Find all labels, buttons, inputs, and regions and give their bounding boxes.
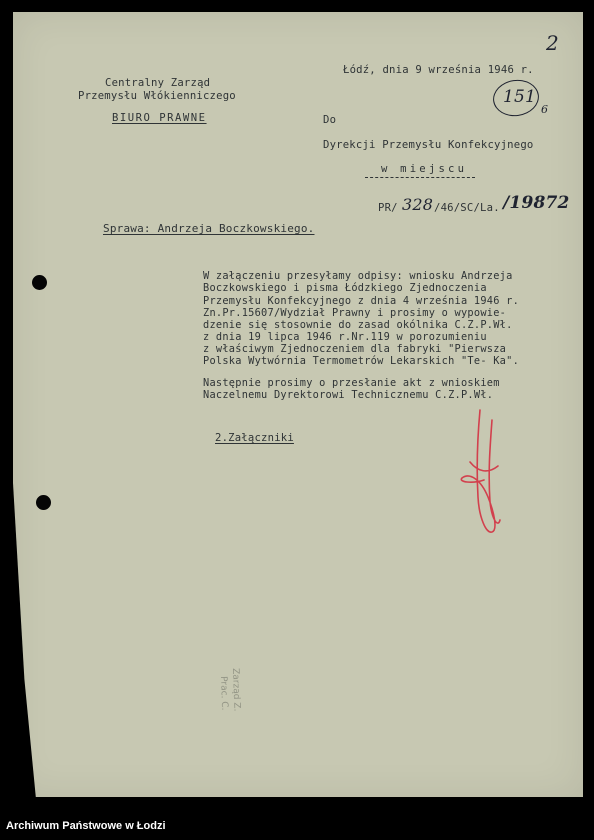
reference-suffix-handwritten: /19872 [503,193,570,213]
punch-hole-bottom [36,495,51,510]
body-line: Następnie prosimy o przesłanie akt z wnioskiem [203,377,500,389]
body-line: Naczelnemu Dyrektorowi Technicznemu C.Z.P.Wł. [203,389,494,401]
recipient-underline [365,177,475,178]
recipient-place: w miejscu [381,163,468,175]
attachments: 2.Załączniki [215,432,294,444]
body-line: W załączeniu przesyłamy odpisy: wniosku Andrzeja [203,270,513,282]
signature [448,402,518,542]
body-line: Polska Wytwórnia Termometrów Lekarskich "Te- Ka". [203,355,520,367]
faint-stamp-line-2: Prac. C. [218,676,230,711]
reference-number-handwritten: 328 [402,195,434,214]
circled-number-suffix: 6 [541,103,549,116]
faint-stamp-line-1: Zarząd Z. [230,668,242,712]
body-line: Zn.Pr.15607/Wydział Prawny i prosimy o wypowie- [203,307,507,319]
body-line: Boczkowskiego i pisma Łódzkiego Zjednoczenia [203,282,487,294]
department: BIURO PRAWNE [112,112,207,124]
subject: Sprawa: Andrzeja Boczkowskiego. [103,222,315,235]
punch-hole-top [32,275,47,290]
recipient: Dyrekcji Przemysłu Konfekcyjnego [323,139,534,151]
to-label: Do [323,114,337,126]
archive-footer [0,810,594,840]
sender-line-1: Centralny Zarząd [105,77,211,89]
page-number-handwritten: 2 [546,31,559,55]
reference-middle: /46/SC/La. [434,202,500,214]
archive-name: Archiwum Państwowe w Łodzi [6,820,166,832]
body-line: Przemysłu Konfekcyjnego z dnia 4 września 1946 r. [203,295,520,307]
place-date: Łódź, dnia 9 września 1946 r. [343,64,534,76]
body-line: z właściwym Zjednoczeniem dla fabryki "Pierwsza [203,343,507,355]
reference-prefix: PR/ [378,202,398,214]
circled-number: 151 [503,87,537,107]
body-line: z dnia 19 lipca 1946 r.Nr.119 w porozumieniu [203,331,487,343]
body-line: dzenie się stosownie do zasad okólnika C.Z.P.Wł. [203,319,513,331]
sender-line-2: Przemysłu Włókienniczego [78,90,236,102]
